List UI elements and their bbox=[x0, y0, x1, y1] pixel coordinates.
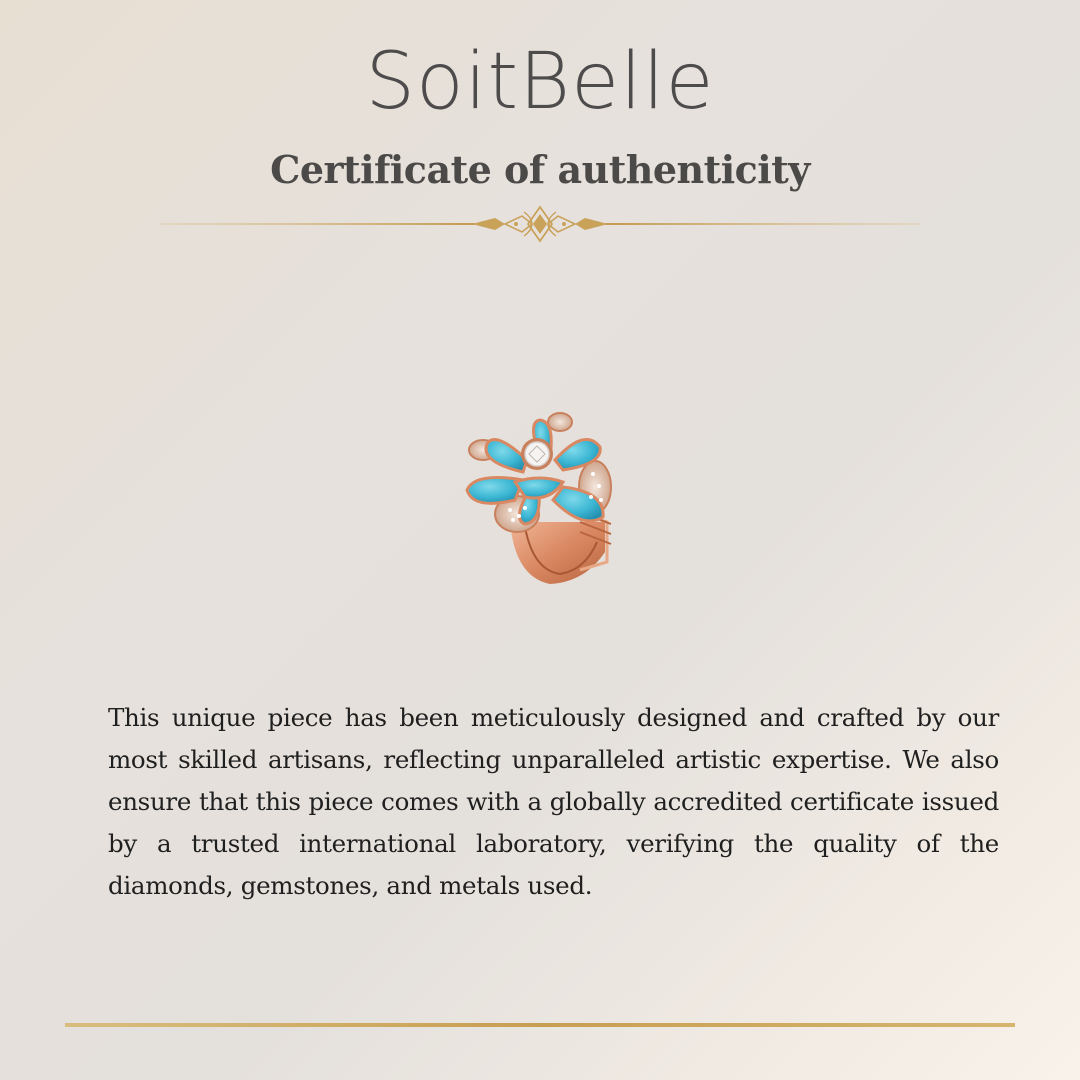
bottom-divider bbox=[65, 1023, 1015, 1027]
page-title: Certificate of authenticity bbox=[270, 147, 810, 192]
ornament-divider bbox=[160, 204, 920, 244]
certificate-description: This unique piece has been meticulously designed and crafted by our most skilled artisans, reflecting unparalleled artistic expertise. We also ensure that this piece comes with a globally accredited certificate issued by a trusted international laboratory, verifying the quality of the diamonds, gemstones, and metals used. bbox=[108, 703, 999, 900]
flower-ring-icon bbox=[455, 402, 625, 592]
brand-logo: SoitBelle bbox=[365, 37, 715, 127]
